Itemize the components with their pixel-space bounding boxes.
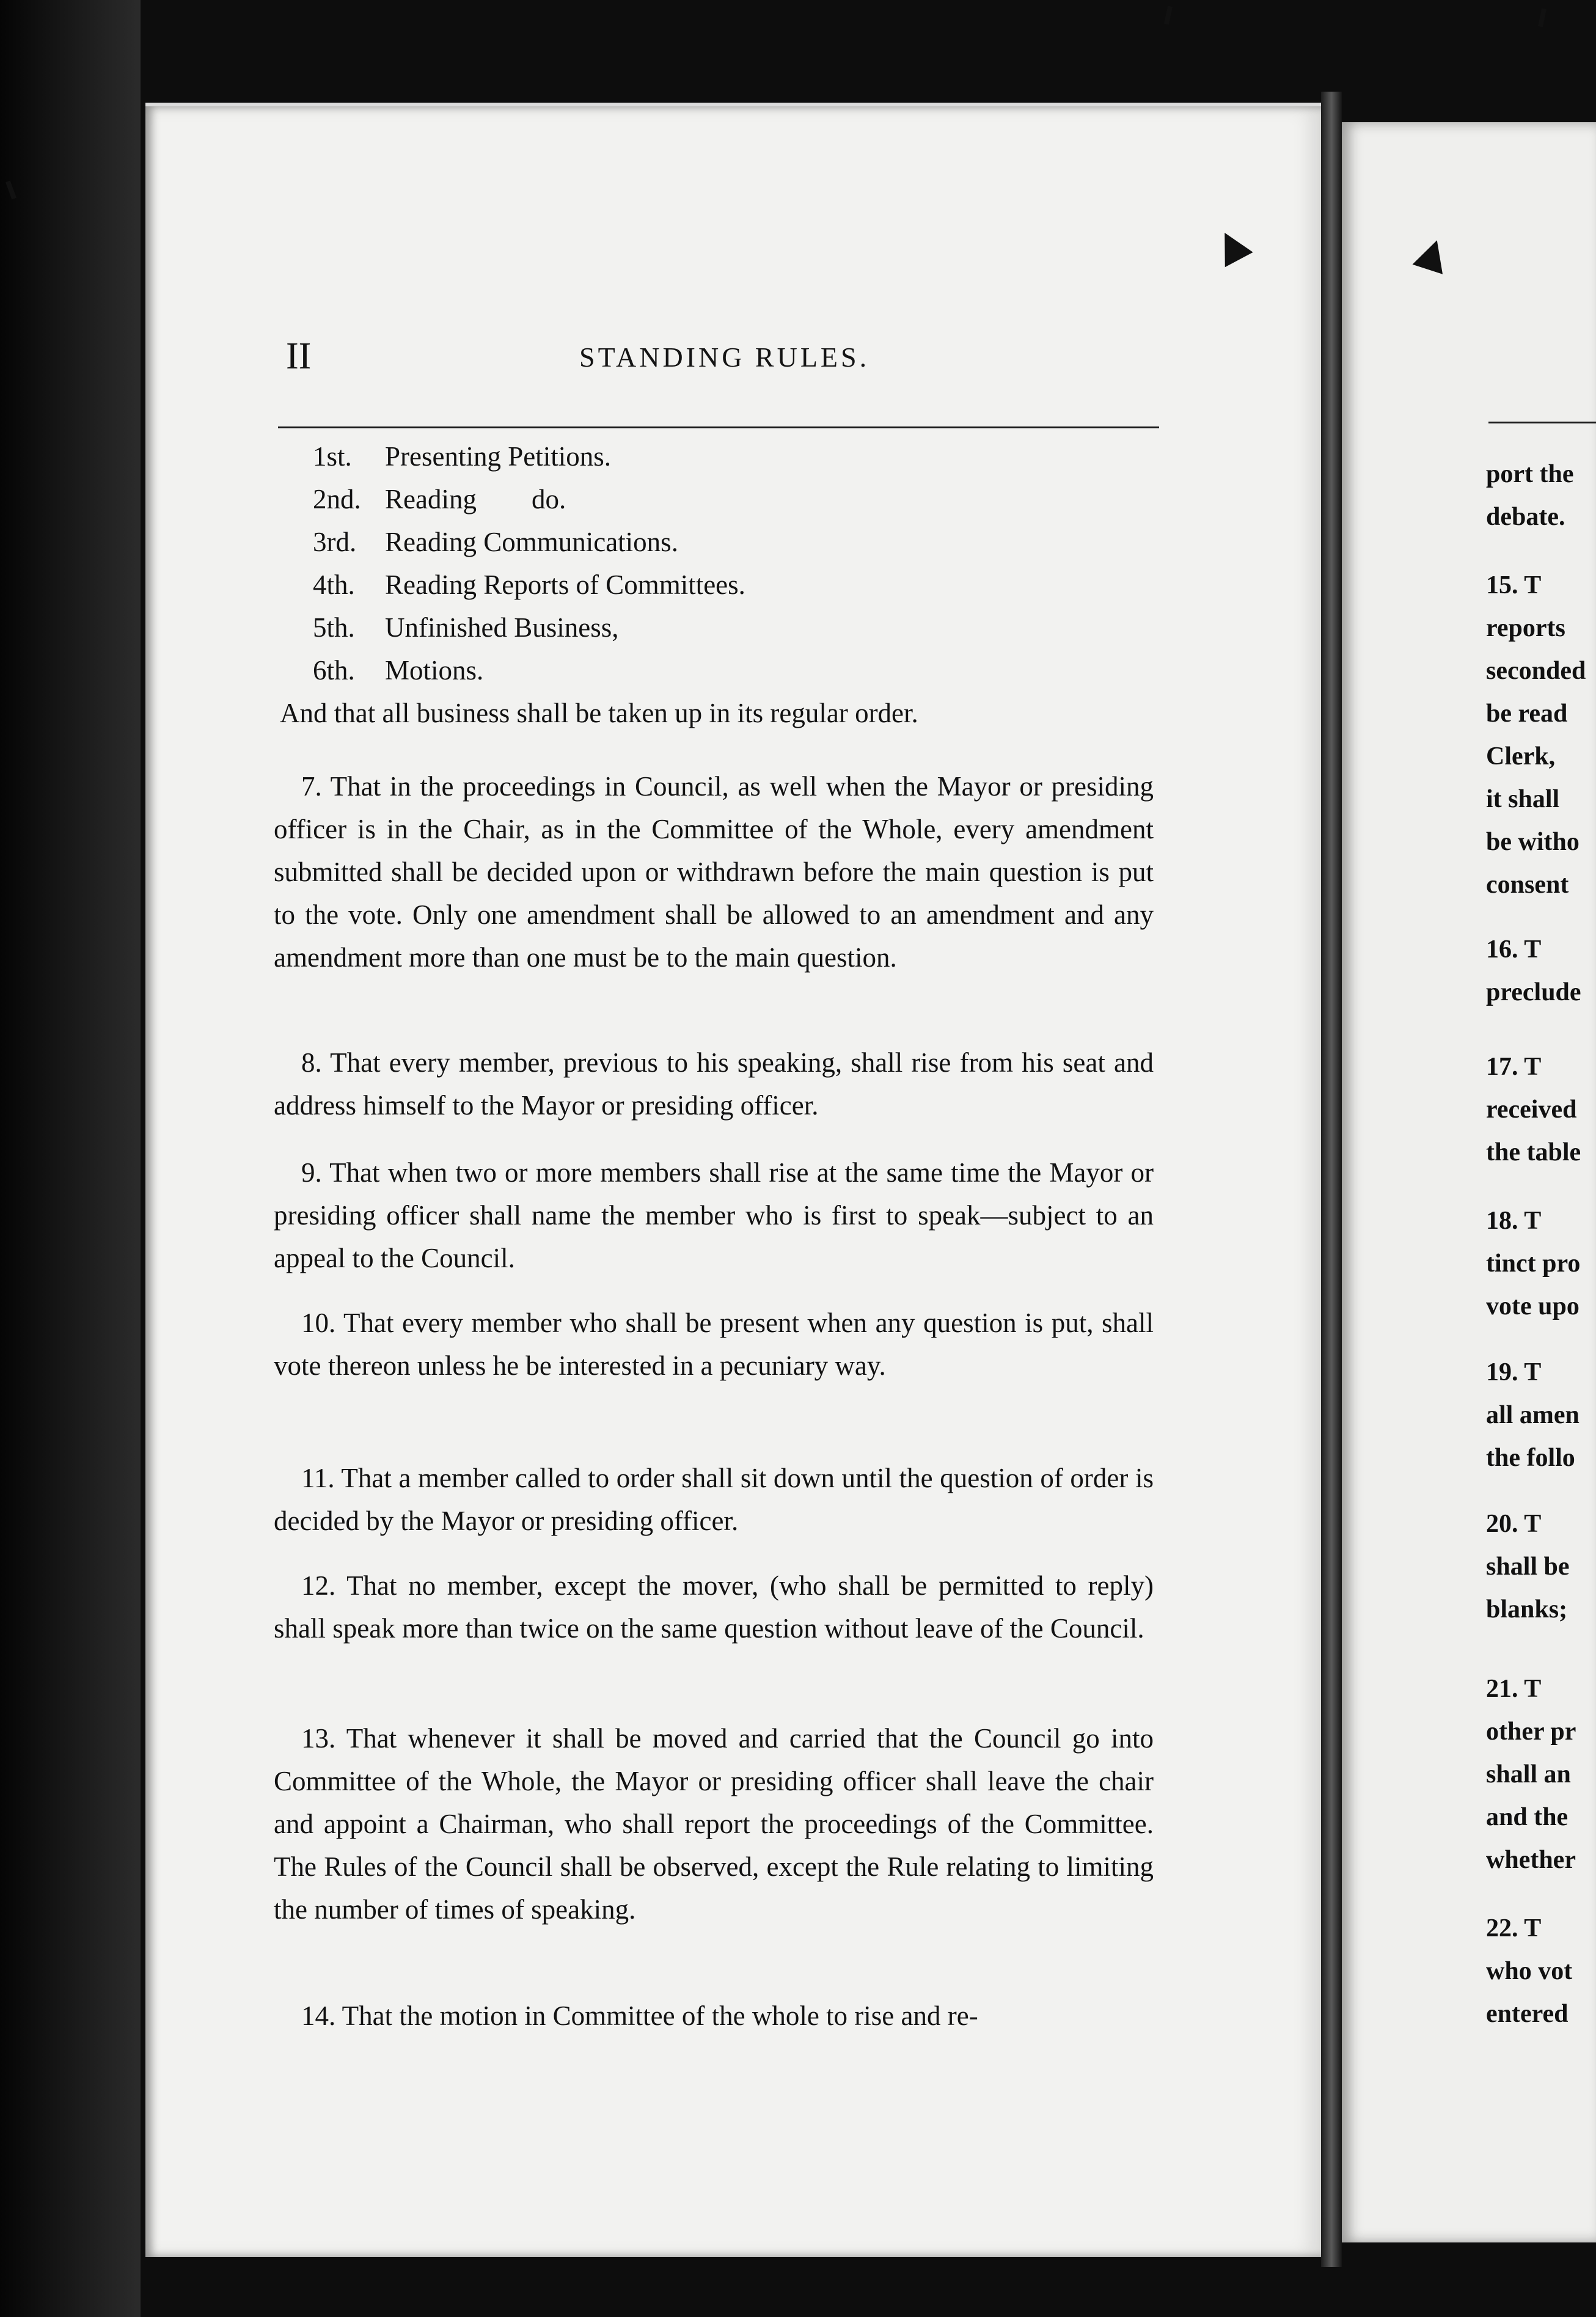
item-label: Motions.	[385, 655, 484, 686]
facing-text-line: 21. T	[1486, 1675, 1542, 1703]
item-ordinal: 5th.	[313, 612, 355, 643]
facing-text-line: port the	[1486, 460, 1574, 488]
facing-text-line: debate.	[1486, 503, 1565, 531]
facing-text-line: shall be	[1486, 1553, 1570, 1581]
list-item	[313, 435, 745, 478]
header-rule	[278, 426, 1159, 428]
book-gutter	[1321, 92, 1342, 2267]
rule-13: 13. That whenever it shall be moved and carried that the Council go into Committee of the Whole, the Mayor or presiding officer shall leave the chair and appoint a Chairman, who shall report the proceedings of the Committee. The Rules of the Council shall be observed, except the Rule relating to limiting the number of times of speaking.	[274, 1723, 1154, 1925]
dust-speck	[1538, 8, 1547, 27]
facing-text-line: and the	[1486, 1803, 1569, 1831]
facing-text-line: all amen	[1486, 1401, 1580, 1429]
facing-text-line: 15. T	[1486, 571, 1542, 599]
facing-text-line: tinct pro	[1486, 1250, 1581, 1278]
item-label: Unfinished Business,	[385, 612, 619, 643]
facing-page	[1342, 122, 1596, 2242]
facing-header-rule	[1488, 422, 1596, 423]
item-label: Reading Communications.	[385, 527, 678, 557]
facing-text-line: who vot	[1486, 1957, 1573, 1985]
facing-text-line: vote upo	[1486, 1292, 1580, 1320]
facing-text-line: 16. T	[1486, 935, 1542, 964]
page-number: II	[286, 335, 312, 377]
facing-text-line: consent	[1486, 871, 1569, 899]
dust-speck	[1164, 5, 1173, 24]
rule-7: 7. That in the proceedings in Council, as well when the Mayor or presiding officer is in the Chair, as in the Committee of the Whole, every amendment submitted shall be decided upon or withdrawn before the main question is put to the vote. Only one amendment shall be allowed to an amendment and any amendment more than one must be to the main question.	[274, 771, 1154, 973]
page-title: STANDING RULES.	[579, 342, 870, 373]
rule-9: 9. That when two or more members shall rise at the same time the Mayor or presiding officer shall name the member who is first to speak—subject to an appeal to the Council.	[274, 1157, 1154, 1273]
facing-text-line: the table	[1486, 1138, 1581, 1166]
rule-11: 11. That a member called to order shall sit down until the question of order is decided by the Mayor or presiding officer.	[274, 1463, 1154, 1536]
order-of-business	[313, 435, 745, 692]
item-ordinal: 3rd.	[313, 527, 357, 557]
facing-text-line: entered	[1486, 2000, 1569, 2028]
rule-14: 14. That the motion in Committee of the whole to rise and re-	[301, 2000, 978, 2031]
facing-text-line: reports	[1486, 614, 1565, 642]
facing-text-line: shall an	[1486, 1760, 1571, 1788]
list-item	[313, 606, 745, 649]
order-closing-line: And that all business shall be taken up in its regular order.	[280, 698, 918, 728]
facing-text-line: other pr	[1486, 1718, 1576, 1746]
item-ordinal: 6th.	[313, 655, 355, 686]
running-head	[0, 335, 1596, 384]
facing-text-line: blanks;	[1486, 1595, 1568, 1623]
facing-text-line: received	[1486, 1096, 1577, 1124]
facing-text-line: 19. T	[1486, 1358, 1542, 1386]
list-item	[313, 649, 745, 692]
item-label: Reading Reports of Committees.	[385, 569, 745, 600]
rule-10: 10. That every member who shall be present when any question is put, shall vote thereon unless he be interested in a pecuniary way.	[274, 1308, 1154, 1381]
facing-text-line: the follo	[1486, 1444, 1575, 1472]
item-ordinal: 1st.	[313, 441, 352, 472]
list-item	[313, 521, 745, 563]
facing-text-line: 17. T	[1486, 1053, 1542, 1081]
list-item	[313, 478, 745, 521]
item-label: Reading do.	[385, 484, 566, 514]
item-label: Presenting Petitions.	[385, 441, 611, 472]
rule-8: 8. That every member, previous to his speaking, shall rise from his seat and address himself to the Mayor or presiding officer.	[274, 1047, 1154, 1121]
facing-text-line: whether	[1486, 1846, 1576, 1874]
facing-text-line: preclude	[1486, 978, 1581, 1006]
facing-text-line: it shall	[1486, 785, 1560, 813]
facing-text-line: 20. T	[1486, 1510, 1542, 1538]
item-ordinal: 2nd.	[313, 484, 361, 514]
facing-text-line: be witho	[1486, 828, 1580, 856]
list-item	[313, 563, 745, 606]
rule-12: 12. That no member, except the mover, (who shall be permitted to reply) shall speak more than twice on the same question without leave of the Council.	[274, 1570, 1154, 1644]
facing-text-line: be read	[1486, 700, 1568, 728]
facing-text-line: Clerk,	[1486, 742, 1556, 771]
facing-text-line: 18. T	[1486, 1207, 1542, 1235]
facing-text-line: seconded	[1486, 657, 1586, 685]
facing-text-line: 22. T	[1486, 1914, 1542, 1942]
item-ordinal: 4th.	[313, 569, 355, 600]
